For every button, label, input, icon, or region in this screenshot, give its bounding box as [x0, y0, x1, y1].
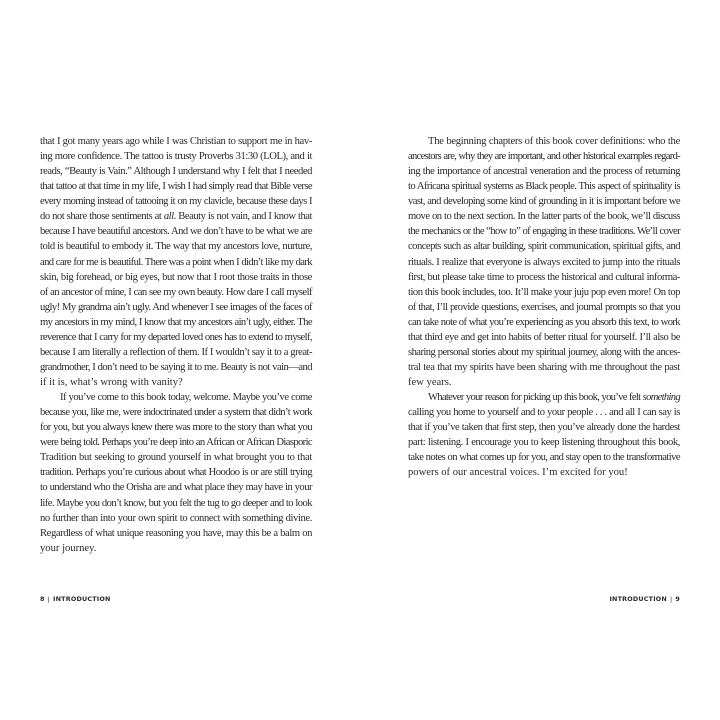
text-line: reverence that I carry for my departed loved ones has to extend to myself,	[40, 331, 312, 343]
footer-separator: |	[669, 595, 673, 603]
text-line: your journey.	[40, 542, 97, 554]
text-line: tral tea that my spirits have been sharing with me throughout the past	[408, 361, 680, 373]
text-segment: do not share those sentiments at	[40, 211, 164, 223]
text-line: life. Maybe you don’t know, but you felt the tug to go deeper and to look	[40, 497, 312, 509]
italic-word: something	[642, 392, 680, 404]
left-page-footer	[40, 595, 111, 603]
text-line: powers of our ancestral voices. I’m excited for you!	[408, 467, 628, 479]
text-line: Regardless of what unique reasoning you have, may this be a balm on	[40, 527, 312, 539]
text-line: ing more confidence. The tattoo is trusty Proverbs 31:30 (LOL), and it	[40, 151, 312, 163]
text-line: ing the importance of ancestral veneration and the process of returning	[408, 166, 680, 178]
text-line: of that, I’ll provide questions, exercises, and journal prompts so that you	[408, 301, 680, 313]
text-line: ancestors are, why they are important, and other historical examples regard-	[408, 151, 680, 163]
page-number: 8	[40, 595, 45, 603]
text-line: reads, “Beauty is Vain.” Although I understand why I felt that I needed	[40, 166, 312, 178]
text-line: because I have beautiful ancestors. And we don’t have to be what we are	[40, 226, 312, 238]
text-line: tradition. Perhaps you’re curious about what Hoodoo is or are still trying	[40, 467, 312, 479]
text-line: rituals. I realize that everyone is always excited to jump into the rituals	[408, 256, 680, 268]
text-line: If you’ve come to this book today, welcome. Maybe you’ve come	[60, 392, 312, 404]
text-line: told is beautiful to embody it. The way that my ancestors love, nurture,	[40, 241, 312, 253]
text-segment: Whatever your reason for picking up this book, you’ve felt	[428, 392, 643, 404]
text-line: were being told. Perhaps you’re deep into an African or African Diasporic	[40, 437, 312, 449]
text-line: because you, like me, were indoctrinated under a system that didn’t work	[40, 407, 312, 419]
text-line: because I am literally a reflection of them. If I wouldn’t say it to a great-	[40, 346, 312, 358]
right-page-footer	[609, 595, 680, 603]
text-line: skin, big forehead, or big eyes, but now that I root those traits in those	[40, 271, 312, 283]
running-head: INTRODUCTION	[53, 595, 111, 603]
text-line: move on to the next section. In the latter parts of the book, we’ll discuss	[408, 211, 680, 223]
text-line: take notes on what comes up for you, and stay open to the transformative	[408, 452, 680, 464]
text-line: the mechanics or the “how to” of engaging in these traditions. We’ll cover	[408, 226, 680, 238]
text-line: ugly! My grandma ain’t ugly. And whenever I see images of the faces of	[40, 301, 312, 313]
text-line: few years.	[408, 377, 452, 388]
left-page-body	[40, 134, 312, 556]
text-line: for you, but you always knew there was more to the story than what you	[40, 422, 312, 434]
text-line: to Africana spiritual systems as Black people. This aspect of spirituality is	[408, 181, 680, 193]
running-head: INTRODUCTION	[609, 595, 667, 603]
text-line	[40, 209, 312, 224]
text-line: The beginning chapters of this book cover definitions: who the	[428, 136, 680, 147]
text-line: can take note of what you’re experiencing as you absorb this text, to work	[408, 316, 680, 328]
text-line	[408, 390, 680, 405]
text-line: tion this book includes, too. It’ll make your juju pop even more! On top	[408, 286, 680, 298]
page-number: 9	[675, 595, 680, 603]
text-line: vast, and developing some kind of grounding in it is important before we	[408, 196, 680, 208]
footer-separator: |	[47, 595, 51, 603]
text-line: grandmother, I don’t need to be saying it to me. Beauty is not vain—and	[40, 361, 312, 373]
text-line: sharing personal stories about my spiritual journey, along with the ances-	[408, 346, 680, 358]
text-line: of an ancestor of mine, I can see my own beauty. How dare I call myself	[40, 286, 312, 298]
text-line: part: listening. I encourage you to keep listening throughout this book,	[408, 437, 680, 449]
text-line: Tradition but seeking to ground yourself in what brought you to that	[40, 452, 312, 464]
text-line: that if you’ve taken that first step, then you’ve already done the hardest	[408, 422, 680, 434]
text-line: no further than into your own spirit to connect with something divine.	[40, 512, 312, 524]
text-line: concepts such as altar building, spirit communication, spiritual gifts, and	[408, 241, 680, 253]
text-line: that third eye and get into habits of better ritual for yourself. I’ll also be	[408, 331, 680, 343]
text-line: every morning instead of tattooing it on my clavicle, because these days I	[40, 196, 312, 208]
text-line: if it is, what’s wrong with vanity?	[40, 377, 183, 388]
text-line: and care for me is beautiful. There was a point when I didn’t like my dark	[40, 256, 312, 268]
text-line: that tattoo at that time in my life, I wish I had simply read that Bible verse	[40, 181, 312, 193]
text-line: first, but please take time to process the historical and cultural informa-	[408, 271, 680, 283]
italic-word: all	[163, 211, 174, 223]
text-segment: . Beauty is not vain, and I know that	[173, 211, 312, 223]
text-line: my ancestors in my mind, I know that my ancestors ain’t ugly, either. The	[40, 316, 312, 328]
text-line: calling you home to yourself and to your people . . . and all I can say is	[408, 407, 680, 419]
right-page-body	[408, 134, 680, 480]
text-line: to understand who the Orisha are and what place they may have in your	[40, 482, 312, 494]
text-line: that I got many years ago while I was Christian to support me in hav-	[40, 136, 312, 147]
